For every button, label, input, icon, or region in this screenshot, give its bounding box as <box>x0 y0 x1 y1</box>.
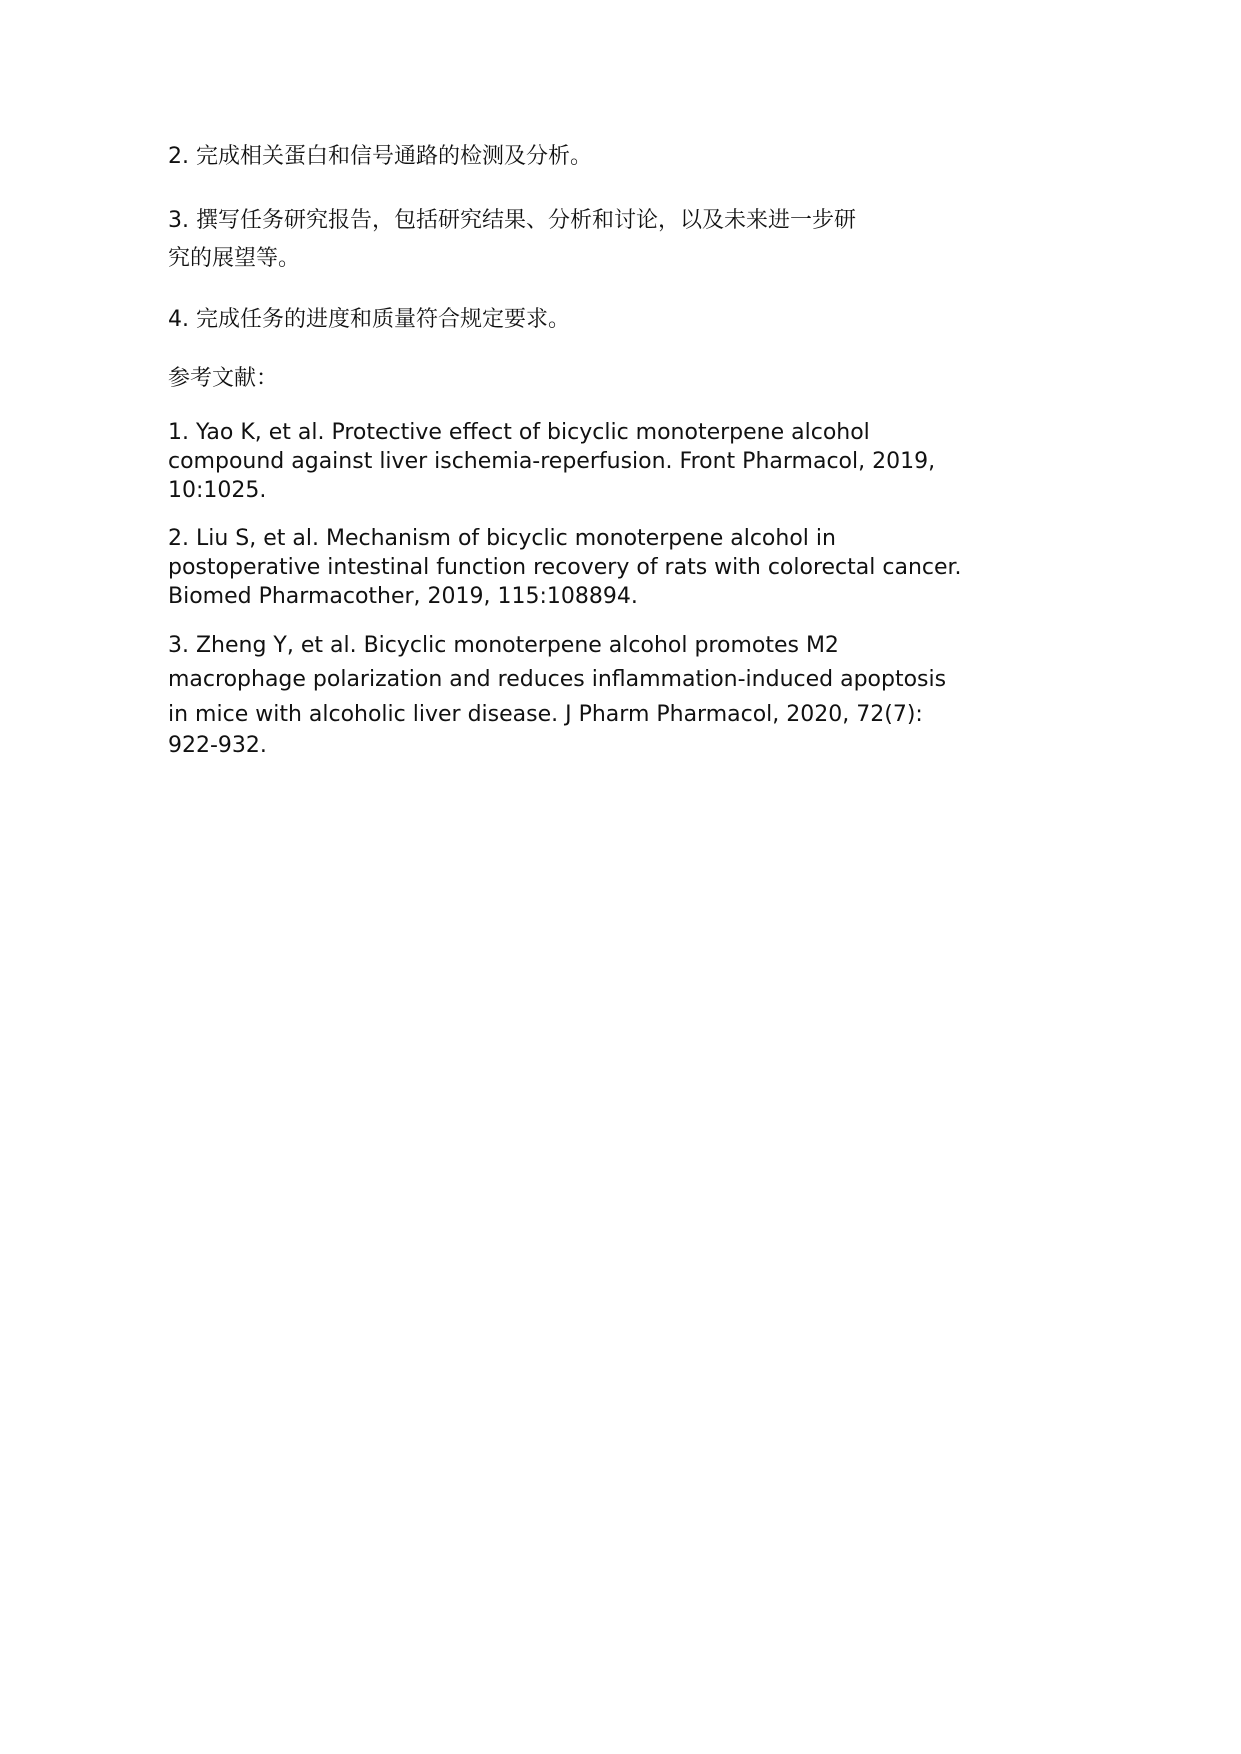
reference-3-line-4: 922-932. <box>168 733 267 758</box>
reference-2-line-3: Biomed Pharmacother, 2019, 115:108894. <box>168 584 638 609</box>
references-heading-text: 参考文献： <box>168 366 279 391</box>
reference-3-line-3: in mice with alcoholic liver disease. J Pharm Pharmacol, 2020, 72(7): <box>168 702 923 727</box>
task-item-3-line-2: 究的展望等。 <box>168 246 301 271</box>
task-item-2-text: 2. 完成相关蛋白和信号通路的检测及分析。 <box>168 144 592 169</box>
references-heading <box>168 364 938 394</box>
task-item-4-text: 4. 完成任务的进度和质量符合规定要求。 <box>168 307 570 332</box>
task-item-2 <box>168 142 938 172</box>
reference-2 <box>168 524 962 611</box>
reference-2-line-1: 2. Liu S, et al. Mechanism of bicyclic monoterpene alcohol in <box>168 526 836 551</box>
reference-1 <box>168 418 938 505</box>
reference-3-line-2: macrophage polarization and reduces inflammation-induced apoptosis <box>168 667 947 692</box>
task-item-3-line-1: 3. 撰写任务研究报告，包括研究结果、分析和讨论，以及未来进一步研 <box>168 208 856 233</box>
reference-2-line-2: postoperative intestinal function recovery of rats with colorectal cancer. <box>168 555 962 580</box>
reference-1-line-1: 1. Yao K, et al. Protective effect of bicyclic monoterpene alcohol <box>168 420 870 445</box>
reference-1-line-2: compound against liver ischemia-reperfusion. Front Pharmacol, 2019, <box>168 449 936 474</box>
reference-3-line-1: 3. Zheng Y, et al. Bicyclic monoterpene alcohol promotes M2 <box>168 633 839 658</box>
task-item-3 <box>168 202 938 278</box>
reference-1-line-3: 10:1025. <box>168 478 267 503</box>
reference-3 <box>168 629 947 761</box>
task-item-4 <box>168 305 938 335</box>
